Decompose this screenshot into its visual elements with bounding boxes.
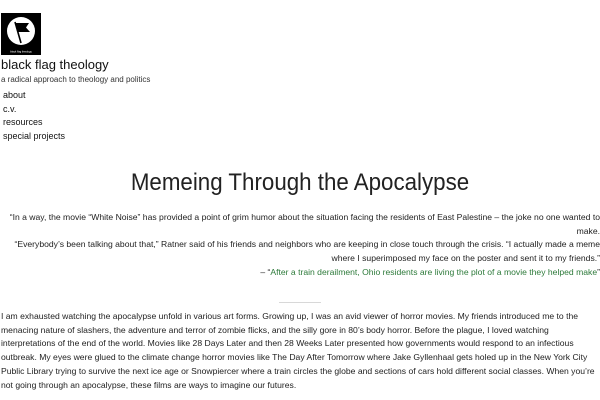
nav-link-special-projects[interactable]: special projects (3, 131, 66, 142)
quote-line: where I superimposed my face on the poster and sent it to my friends.” (331, 253, 600, 264)
paragraph-line: I am exhausted watching the apocalypse unfold in various art forms. Growing up, I was an avid viewer of horror movies. My friends introduced me to the (1, 311, 579, 321)
paragraph-line: not going through an apocalypse, these films are ways to imagine our futures. (1, 379, 297, 390)
nav-link-about[interactable]: about (3, 90, 26, 100)
site-tagline: a radical approach to theology and politics (1, 75, 151, 84)
paragraph-line: Public Library trying to survive the next ice age or Snowpiercer where a train circles the globe and sections of cars hold different social classes. When you’re (1, 365, 595, 376)
logo-caption: black flag theology (10, 50, 32, 54)
site-logo[interactable] (1, 13, 41, 55)
paragraph-line: interpretations of the end of the world. Movies like 28 Days Later and then 28 Weeks Later presented how governments would respond to an infectious (1, 338, 574, 349)
nav-item-special-projects (3, 128, 65, 142)
post-title: Memeing Through the Apocalypse (130, 169, 470, 196)
nav-item-cv (3, 101, 65, 115)
site-title[interactable]: black flag theology (1, 57, 109, 72)
black-flag-circle-icon (1, 13, 41, 55)
attribution-prefix: – “ (260, 266, 271, 277)
nav-link-resources[interactable]: resources (3, 117, 43, 128)
nav-link-cv[interactable]: c.v. (3, 103, 17, 114)
paragraph-line: menacing nature of slashers, the adventure and terror of zombie flicks, and the silly gore in 80’s body horror. Before the plague, I loved watching (1, 324, 549, 335)
nav-item-about (3, 87, 65, 101)
quote-line: “In a way, the movie “White Noise” has provided a point of grim humor about the situation facing the residents of East Palestine – the joke no one wanted to (9, 212, 600, 222)
attribution-suffix: ” (597, 266, 600, 277)
paragraph-line: outbreak. My eyes were glued to the climate change horror movies like The Day After Tomorrow where Jake Gyllenhaal gets holed up in the New York City (1, 352, 588, 363)
source-article-link[interactable]: After a train derailment, Ohio residents are living the plot of a movie they helped make (270, 266, 598, 277)
post-paragraph (1, 310, 599, 392)
main-navigation (3, 87, 65, 142)
section-divider (279, 302, 321, 303)
quote-attribution (0, 266, 600, 280)
quote-line: “Everybody’s been talking about that,” Ratner said of his friends and neighbors who are keeping in close touch through the crisis. “I actually made a meme (14, 239, 600, 250)
nav-item-resources (3, 114, 65, 128)
epigraph-quote (0, 211, 600, 280)
quote-line: make. (576, 225, 600, 236)
